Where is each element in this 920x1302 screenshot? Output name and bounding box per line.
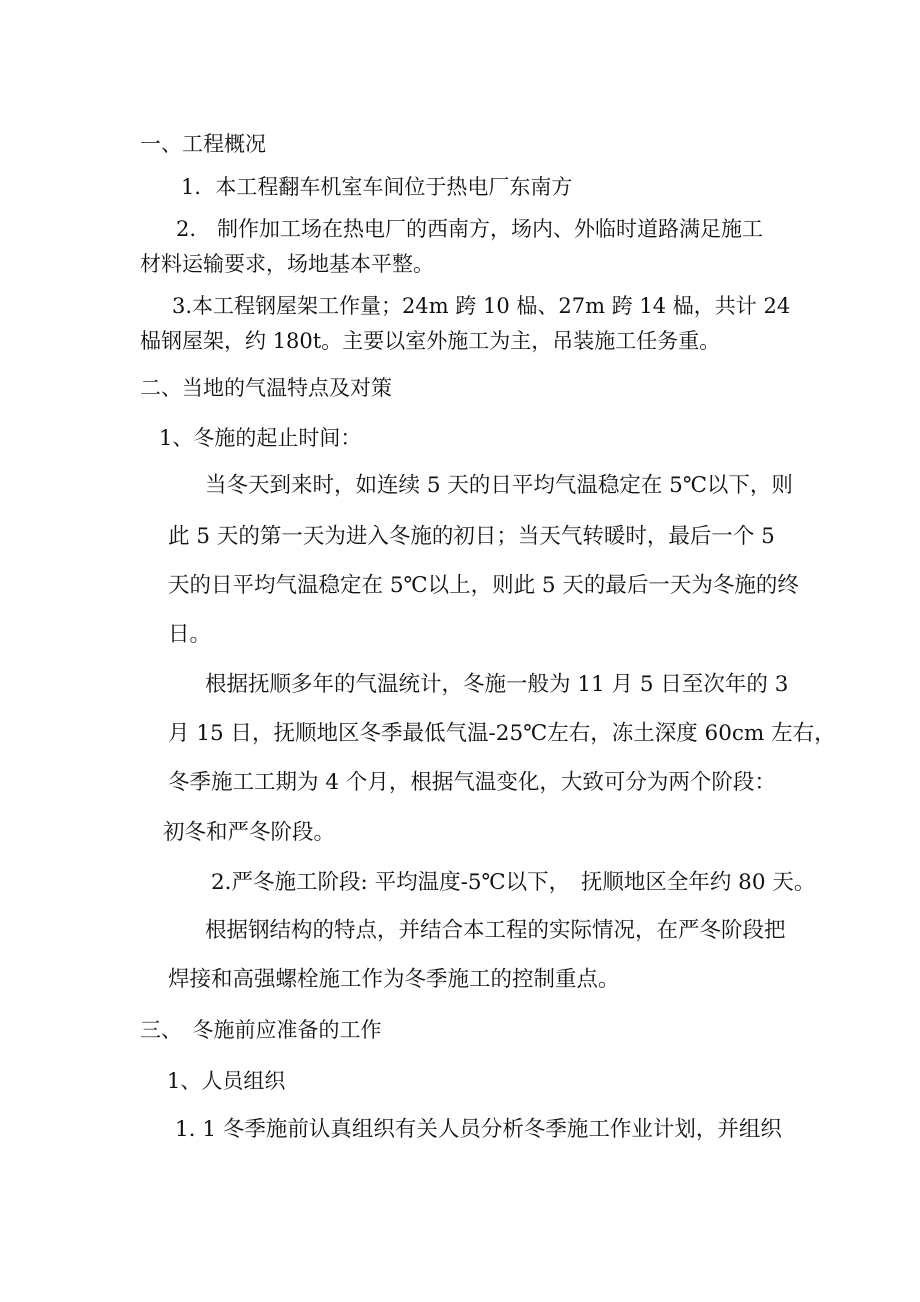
section-2-heading: 二、当地的气温特点及对策 <box>140 376 392 400</box>
section-2-sub-1-heading: 1、冬施的起止时间： <box>159 426 362 450</box>
section-2-para-3-line-2: 焊接和高强螺栓施工作为冬季施工的控制重点。 <box>168 967 620 992</box>
section-1-heading: 一、工程概况 <box>140 132 266 156</box>
section-1-item-2-line-1: 2. 制作加工场在热电厂的西南方，场内、外临时道路满足施工 <box>176 217 764 241</box>
section-2-para-1-line-1: 当冬天到来时，如连续 5 天的日平均气温稳定在 5℃以下，则 <box>205 473 793 498</box>
section-2-para-2-line-3: 冬季施工工期为 4 个月，根据气温变化，大致可分为两个阶段： <box>168 770 776 795</box>
section-1-item-3-line-1: 3.本工程钢屋架工作量；24m 跨 10 榀、27m 跨 14 榀，共计 24 <box>172 294 791 318</box>
section-2-para-2-line-1: 根据抚顺多年的气温统计，冬施一般为 11 月 5 日至次年的 3 <box>205 672 789 697</box>
section-1-item-2-line-2: 材料运输要求，场地基本平整。 <box>140 252 434 276</box>
section-3-heading: 三、 冬施前应准备的工作 <box>140 1018 382 1042</box>
section-3-sub-1-heading: 1、人员组织 <box>167 1069 286 1093</box>
section-1-item-3-line-2: 榀钢屋架，约 180t。主要以室外施工为主，吊装施工任务重。 <box>140 329 721 353</box>
section-2-para-1-line-2: 此 5 天的第一天为进入冬施的初日；当天气转暖时，最后一个 5 <box>168 524 775 549</box>
section-1-item-1: 1．本工程翻车机室车间位于热电厂东南方 <box>181 175 573 199</box>
section-2-para-3-line-1: 根据钢结构的特点，并结合本工程的实际情况，在严冬阶段把 <box>205 918 786 943</box>
section-2-para-2-line-2: 月 15 日，抚顺地区冬季最低气温-25℃左右，冻土深度 60cm 左右， <box>168 721 836 746</box>
section-3-item-1-1: 1. 1 冬季施前认真组织有关人员分析冬季施工作业计划，并组织 <box>175 1117 782 1142</box>
section-2-para-1-line-3: 天的日平均气温稳定在 5℃以上，则此 5 天的最后一天为冬施的终 <box>168 573 799 598</box>
section-2-para-1-line-4: 日。 <box>168 622 212 647</box>
section-2-item-2: 2.严冬施工阶段: 平均温度-5℃以下， 抚顺地区全年约 80 天。 <box>211 870 816 895</box>
section-2-para-2-line-4: 初冬和严冬阶段。 <box>163 820 336 845</box>
